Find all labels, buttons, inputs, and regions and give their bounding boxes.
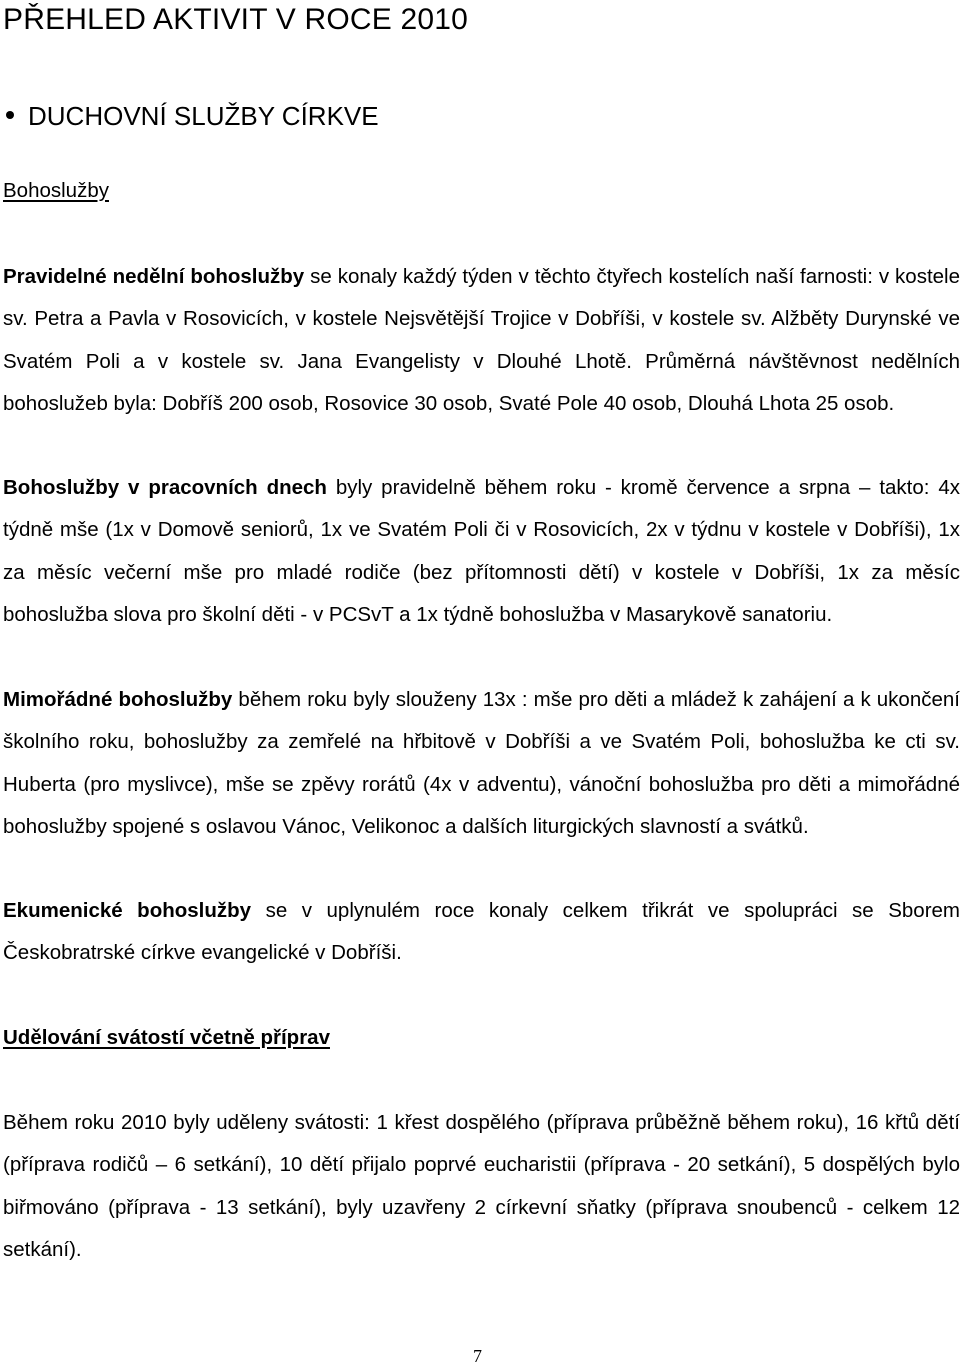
paragraph-sacraments: Během roku 2010 byly uděleny svátosti: 1 křest dospělého (příprava průběžně během roku), 16 křtů dětí (příprava rodičů – 6 setkání), 10 dětí přijalo poprvé eucharistii (příprava - 20 setkání), 5 dospělých bylo biřmováno (příprava - 13 setkání), byly uzavřeny 2 církevní sňatky (příprava snoubenců - celkem 12 setkání). <box>3 1111 960 1261</box>
paragraph-lead: Ekumenické bohoslužby <box>3 899 252 922</box>
paragraph-ecumenical-services <box>3 890 960 975</box>
paragraph-weekday-services <box>3 467 960 636</box>
bullet-icon <box>6 111 14 119</box>
paragraph-lead: Pravidelné nedělní bohoslužby <box>3 265 305 288</box>
document-title: PŘEHLED AKTIVIT V ROCE 2010 <box>3 3 469 36</box>
subheading-sacraments: Udělování svátostí včetně příprav <box>3 1026 330 1049</box>
page-number: 7 <box>473 1346 482 1366</box>
subheading-bohosluzby: Bohoslužby <box>3 179 109 202</box>
paragraph-lead: Bohoslužby v pracovních dnech <box>3 476 327 499</box>
section-title: DUCHOVNÍ SLUŽBY CÍRKVE <box>28 101 379 131</box>
paragraph-text: se v uplynulém roce konaly celkem třikrát ve spolupráci se Sborem Českobratrské církve evangelické v Dobříši. <box>3 899 960 965</box>
paragraph-text: se konaly každý týden v těchto čtyřech kostelích naší farnosti: v kostele sv. Petra a Pavla v Rosovicích, v kostele Nejsvětější Trojice v Dobříši, v kostele sv. Alžběty Durynské ve Svatém Poli a v kostele sv. Jana Evangelisty v Dlouhé Lhotě. Průměrná návštěvnost nedělních bohoslužeb byla: Dobříš 200 osob, Rosovice 30 osob, Svaté Pole 40 osob, Dlouhá Lhota 25 osob. <box>3 265 960 415</box>
paragraph-text: byly pravidelně během roku - kromě července a srpna – takto: 4x týdně mše (1x v Domově seniorů, 1x ve Svatém Poli či v Rosovicích, 2x v týdnu v kostele v Dobříši), 1x za měsíc večerní mše pro mladé rodiče (bez přítomnosti dětí) v kostele v Dobříši, 1x za měsíc bohoslužba slova pro školní děti - v PCSvT a 1x týdně bohoslužba v Masarykově sanatoriu. <box>3 476 960 626</box>
paragraph-lead: Mimořádné bohoslužby <box>3 688 233 711</box>
paragraph-regular-services <box>3 256 960 425</box>
paragraph-extraordinary-services <box>3 679 960 848</box>
paragraph-text: během roku byly slouženy 13x : mše pro děti a mládež k zahájení a k ukončení školního roku, bohoslužby za zemřelé na hřbitově v Dobříši a ve Svatém Poli, bohoslužba ke cti sv. Huberta (pro myslivce), mše se zpěvy rorátů (4x v adventu), vánoční bohoslužba pro děti a mimořádné bohoslužby spojené s oslavou Vánoc, Velikonoc a dalších liturgických slavností a svátků. <box>3 688 960 838</box>
